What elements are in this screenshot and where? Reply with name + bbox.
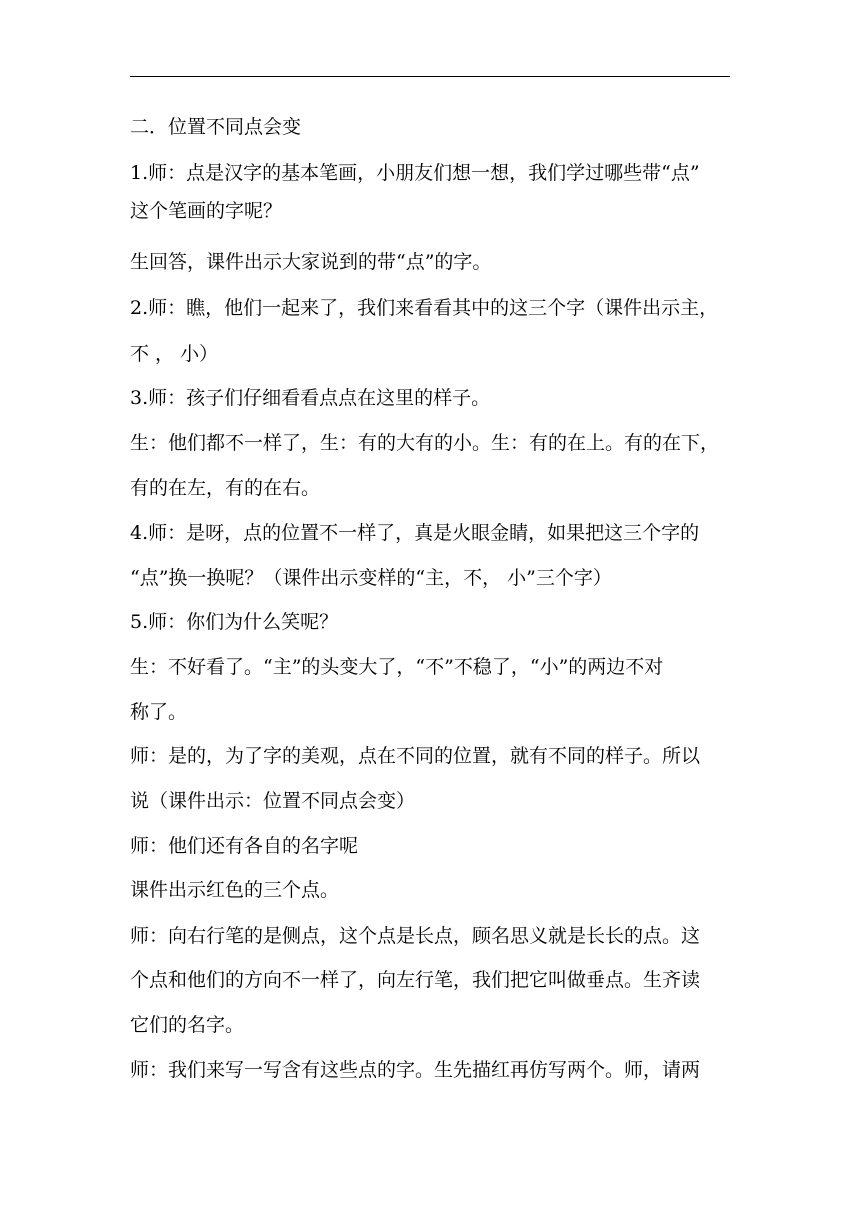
section-heading: 二．位置不同点会变 xyxy=(130,116,302,138)
paragraph-line: “点”换一换呢？（课件出示变样的“主，不， 小”三个字） xyxy=(130,567,612,589)
paragraph-line: 4.师：是呀，点的位置不一样了，真是火眼金睛，如果把这三个字的 xyxy=(130,522,700,544)
paragraph-line: 1.师：点是汉字的基本笔画，小朋友们想一想，我们学过哪些带“点” xyxy=(130,162,700,184)
paragraph-line: 生：他们都不一样了，生：有的大有的小。生：有的在上。有的在下， xyxy=(130,432,720,454)
paragraph-line: 5.师：你们为什么笑呢？ xyxy=(130,611,339,633)
paragraph-line: 课件出示红色的三个点。 xyxy=(130,879,340,901)
header-rule xyxy=(130,76,730,77)
paragraph-line: 师：是的，为了字的美观，点在不同的位置，就有不同的样子。所以 xyxy=(130,745,701,767)
paragraph-line: 说（课件出示：位置不同点会变） xyxy=(130,790,416,812)
paragraph-line: 有的在左，有的在右。 xyxy=(130,477,321,499)
paragraph-line: 2.师：瞧，他们一起来了，我们来看看其中的这三个字（课件出示主， xyxy=(130,297,719,319)
paragraph-line: 生：不好看了。“主”的头变大了，“不”不稳了，“小”的两边不对 xyxy=(130,656,664,678)
paragraph-line: 个点和他们的方向不一样了，向左行笔，我们把它叫做垂点。生齐读 xyxy=(130,969,701,991)
paragraph-line: 师：我们来写一写含有这些点的字。生先描红再仿写两个。师，请两 xyxy=(130,1059,701,1081)
paragraph-line: 这个笔画的字呢？ xyxy=(130,200,283,222)
paragraph-line: 3.师：孩子们仔细看看点点在这里的样子。 xyxy=(130,387,491,409)
paragraph-line: 生回答，课件出示大家说到的带“点”的字。 xyxy=(130,251,492,273)
paragraph-line: 它们的名字。 xyxy=(130,1014,245,1036)
paragraph-line: 师：向右行笔的是侧点，这个点是长点，顾名思义就是长长的点。这 xyxy=(130,925,701,947)
paragraph-line: 称了。 xyxy=(130,701,188,723)
paragraph-line: 师：他们还有各自的名字呢 xyxy=(130,835,359,857)
paragraph-line: 不 ， 小） xyxy=(130,343,219,365)
